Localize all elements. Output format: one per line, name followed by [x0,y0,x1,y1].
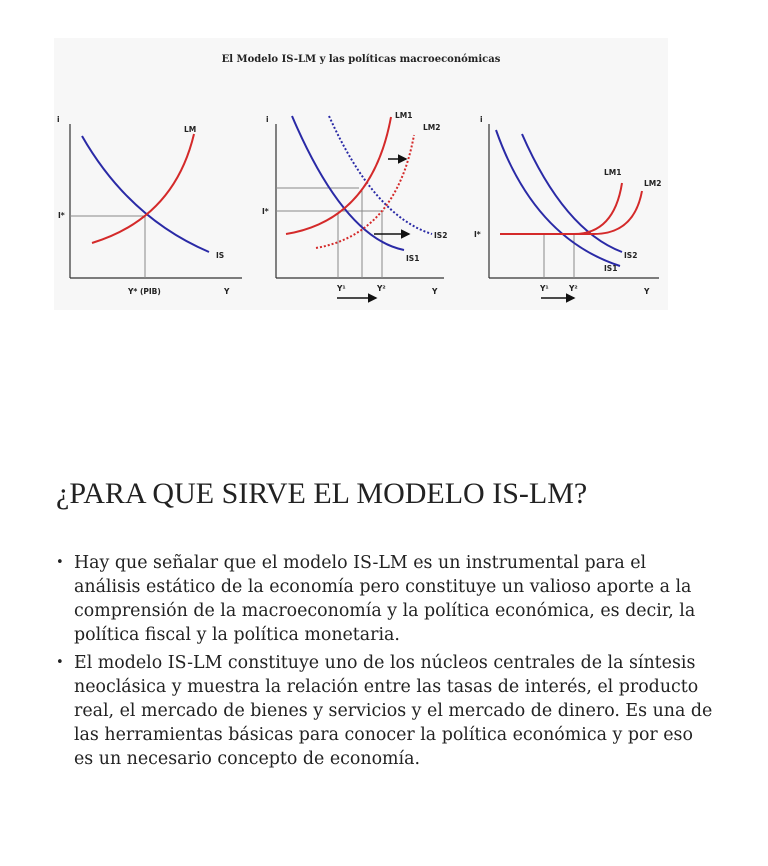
y2-label: Y² [377,284,386,293]
i-star-label: I* [58,211,65,220]
y1-label: Y¹ [337,284,346,293]
bullet-icon: • [56,555,64,570]
is-label: IS [216,251,225,260]
islm-diagrams [54,38,668,310]
bullet-item [56,651,716,771]
y-axis-label: i [480,115,483,124]
bullet-item [56,551,716,647]
lm-label: LM [184,125,197,134]
bullet-icon: • [56,655,64,670]
bullet-text: Hay que señalar que el modelo IS-LM es un instrumental para el análisis estático de la economía pero constituye un valioso aporte a la comprensión de la macroeconomía y la política económica, es decir, la política fiscal y la política monetaria. [74,553,696,645]
panel-fiscal-monetary [262,111,447,298]
panel-basic-islm [57,115,242,296]
is2-curve [329,116,432,234]
x-axis-label: Y [432,287,438,296]
y-axis-label: i [57,115,60,124]
y1-label: Y¹ [540,284,549,293]
lm-curve [92,134,194,243]
lm1-curve [500,183,622,234]
lm1-label: LM1 [395,111,413,120]
lm1-label: LM1 [604,168,622,177]
is1-label: IS1 [604,264,618,273]
lm2-curve [559,191,642,234]
x-axis-label: Y [644,287,650,296]
figure-title: El Modelo IS-LM y las políticas macroeconómicas [221,54,501,65]
is2-label: IS2 [624,251,638,260]
lm2-label: LM2 [423,123,441,132]
bullet-text: El modelo IS-LM constituye uno de los núcleos centrales de la síntesis neoclásica y muestra la relación entre las tasas de interés, el producto real, el mercado de bienes y servicios y el mercado de dinero. Es una de las herramientas básicas para conocer la política económica y por eso es un necesario concepto de economía. [74,653,713,769]
i-star-label: I* [474,230,481,239]
i-star-label: I* [262,207,269,216]
bullet-list [56,551,716,775]
is2-label: IS2 [434,231,448,240]
y-axis-label: i [266,115,269,124]
panel-liquidity-trap [474,115,661,298]
y2-label: Y² [569,284,578,293]
x-axis-label: Y [224,287,230,296]
y-star-label: Y* (PIB) [128,287,161,296]
slide-heading: ¿PARA QUE SIRVE EL MODELO IS-LM? [56,477,588,510]
islm-figure [54,38,668,310]
is1-label: IS1 [406,254,420,263]
lm2-label: LM2 [644,179,662,188]
